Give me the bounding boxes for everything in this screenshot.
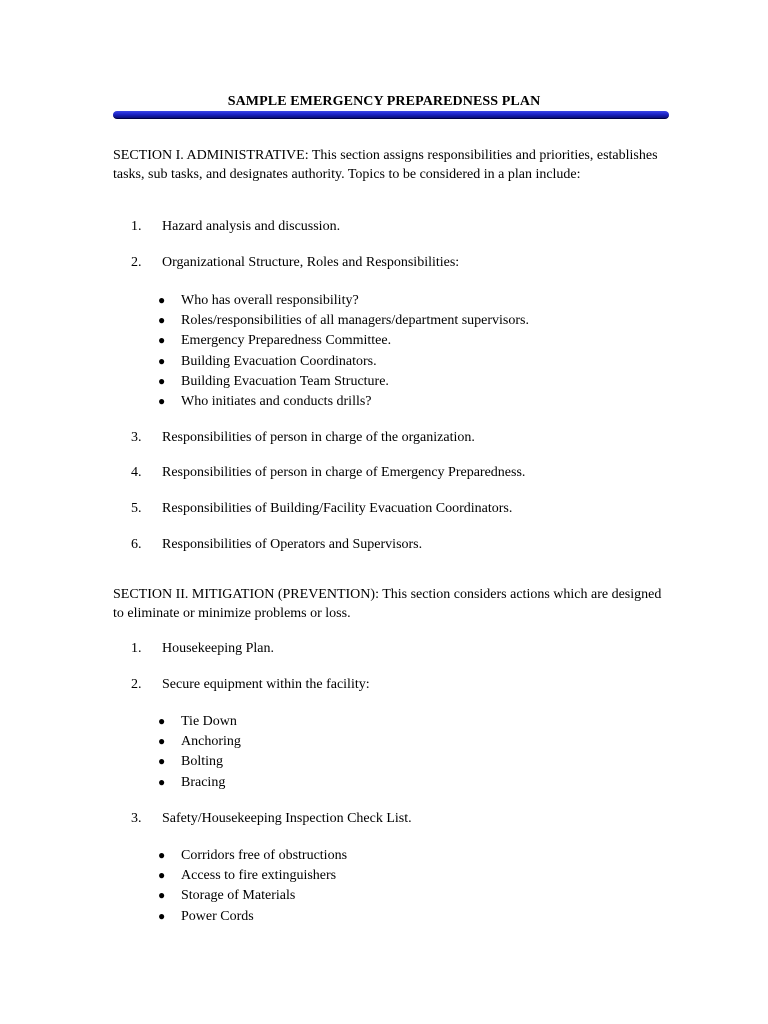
item-text: Safety/Housekeeping Inspection Check List. bbox=[162, 811, 412, 826]
item-number: 1. bbox=[131, 641, 142, 656]
section2-intro: SECTION II. MITIGATION (PREVENTION): This section considers actions which are designed to eliminate or minimize problems or loss. bbox=[113, 587, 662, 621]
section2-equipment-bullet-list bbox=[158, 711, 241, 792]
item-number: 2. bbox=[131, 255, 142, 270]
bullet-icon: ● bbox=[158, 293, 166, 307]
section2-item-3 bbox=[131, 810, 412, 828]
list-item: ● Emergency Preparedness Committee. bbox=[158, 330, 529, 350]
item-number: 3. bbox=[131, 430, 142, 445]
list-item: ● Who initiates and conducts drills? bbox=[158, 391, 529, 411]
bullet-icon: ● bbox=[158, 754, 166, 769]
list-item: ● Who has overall responsibility? bbox=[158, 290, 529, 310]
bullet-icon: ● bbox=[158, 393, 166, 408]
list-item: ● Corridors free of obstructions bbox=[158, 845, 347, 865]
bullet-icon: ● bbox=[158, 774, 166, 789]
bullet-icon: ● bbox=[158, 734, 166, 749]
item-text: Responsibilities of Building/Facility Evacuation Coordinators. bbox=[162, 501, 513, 516]
item-number: 5. bbox=[131, 501, 142, 516]
list-item: ● Building Evacuation Team Structure. bbox=[158, 371, 529, 391]
list-item: ● Bracing bbox=[158, 772, 241, 792]
bullet-icon: ● bbox=[158, 908, 166, 923]
list-item: ● Roles/responsibilities of all managers/department supervisors. bbox=[158, 310, 529, 330]
section1-item-2 bbox=[131, 254, 459, 272]
item-text: Hazard analysis and discussion. bbox=[162, 219, 341, 234]
bullet-icon: ● bbox=[158, 868, 166, 883]
section1-item-5 bbox=[131, 500, 512, 518]
item-number: 6. bbox=[131, 537, 142, 552]
list-item: ● Building Evacuation Coordinators. bbox=[158, 351, 529, 371]
item-text: Organizational Structure, Roles and Responsibilities: bbox=[162, 255, 460, 270]
item-number: 2. bbox=[131, 677, 142, 692]
item-number: 3. bbox=[131, 811, 142, 826]
title-rule-bar bbox=[113, 111, 669, 119]
bullet-icon: ● bbox=[158, 848, 166, 862]
section1-intro: SECTION I. ADMINISTRATIVE: This section assigns responsibilities and priorities, establishes tasks, sub tasks, and designates authority. Topics to be considered in a plan include: bbox=[113, 148, 658, 182]
item-number: 4. bbox=[131, 465, 142, 480]
section1-item-1 bbox=[131, 218, 340, 236]
bullet-icon: ● bbox=[158, 333, 166, 348]
list-item: ● Access to fire extinguishers bbox=[158, 865, 347, 885]
list-item: ● Power Cords bbox=[158, 906, 347, 926]
document-title: SAMPLE EMERGENCY PREPAREDNESS PLAN bbox=[227, 94, 541, 109]
section1-bullet-list bbox=[158, 290, 529, 411]
section2-item-1 bbox=[131, 640, 274, 658]
section2-inspection-bullet-list bbox=[158, 845, 347, 926]
bullet-icon: ● bbox=[158, 313, 166, 328]
list-item: ● Bolting bbox=[158, 751, 241, 771]
bullet-icon: ● bbox=[158, 888, 166, 903]
bullet-icon: ● bbox=[158, 353, 166, 368]
item-text: Responsibilities of person in charge of Emergency Preparedness. bbox=[162, 465, 526, 480]
item-text: Housekeeping Plan. bbox=[162, 641, 274, 656]
item-number: 1. bbox=[131, 219, 142, 234]
item-text: Secure equipment within the facility: bbox=[162, 677, 370, 692]
list-item: ● Storage of Materials bbox=[158, 885, 347, 905]
section1-item-3 bbox=[131, 429, 475, 447]
list-item: ● Tie Down bbox=[158, 711, 241, 731]
section1-item-4 bbox=[131, 464, 525, 482]
bullet-icon: ● bbox=[158, 373, 166, 388]
section2-item-2 bbox=[131, 676, 370, 694]
bullet-icon: ● bbox=[158, 714, 166, 728]
item-text: Responsibilities of person in charge of the organization. bbox=[162, 430, 475, 445]
item-text: Responsibilities of Operators and Supervisors. bbox=[162, 537, 423, 552]
section1-item-6 bbox=[131, 536, 422, 554]
list-item: ● Anchoring bbox=[158, 731, 241, 751]
